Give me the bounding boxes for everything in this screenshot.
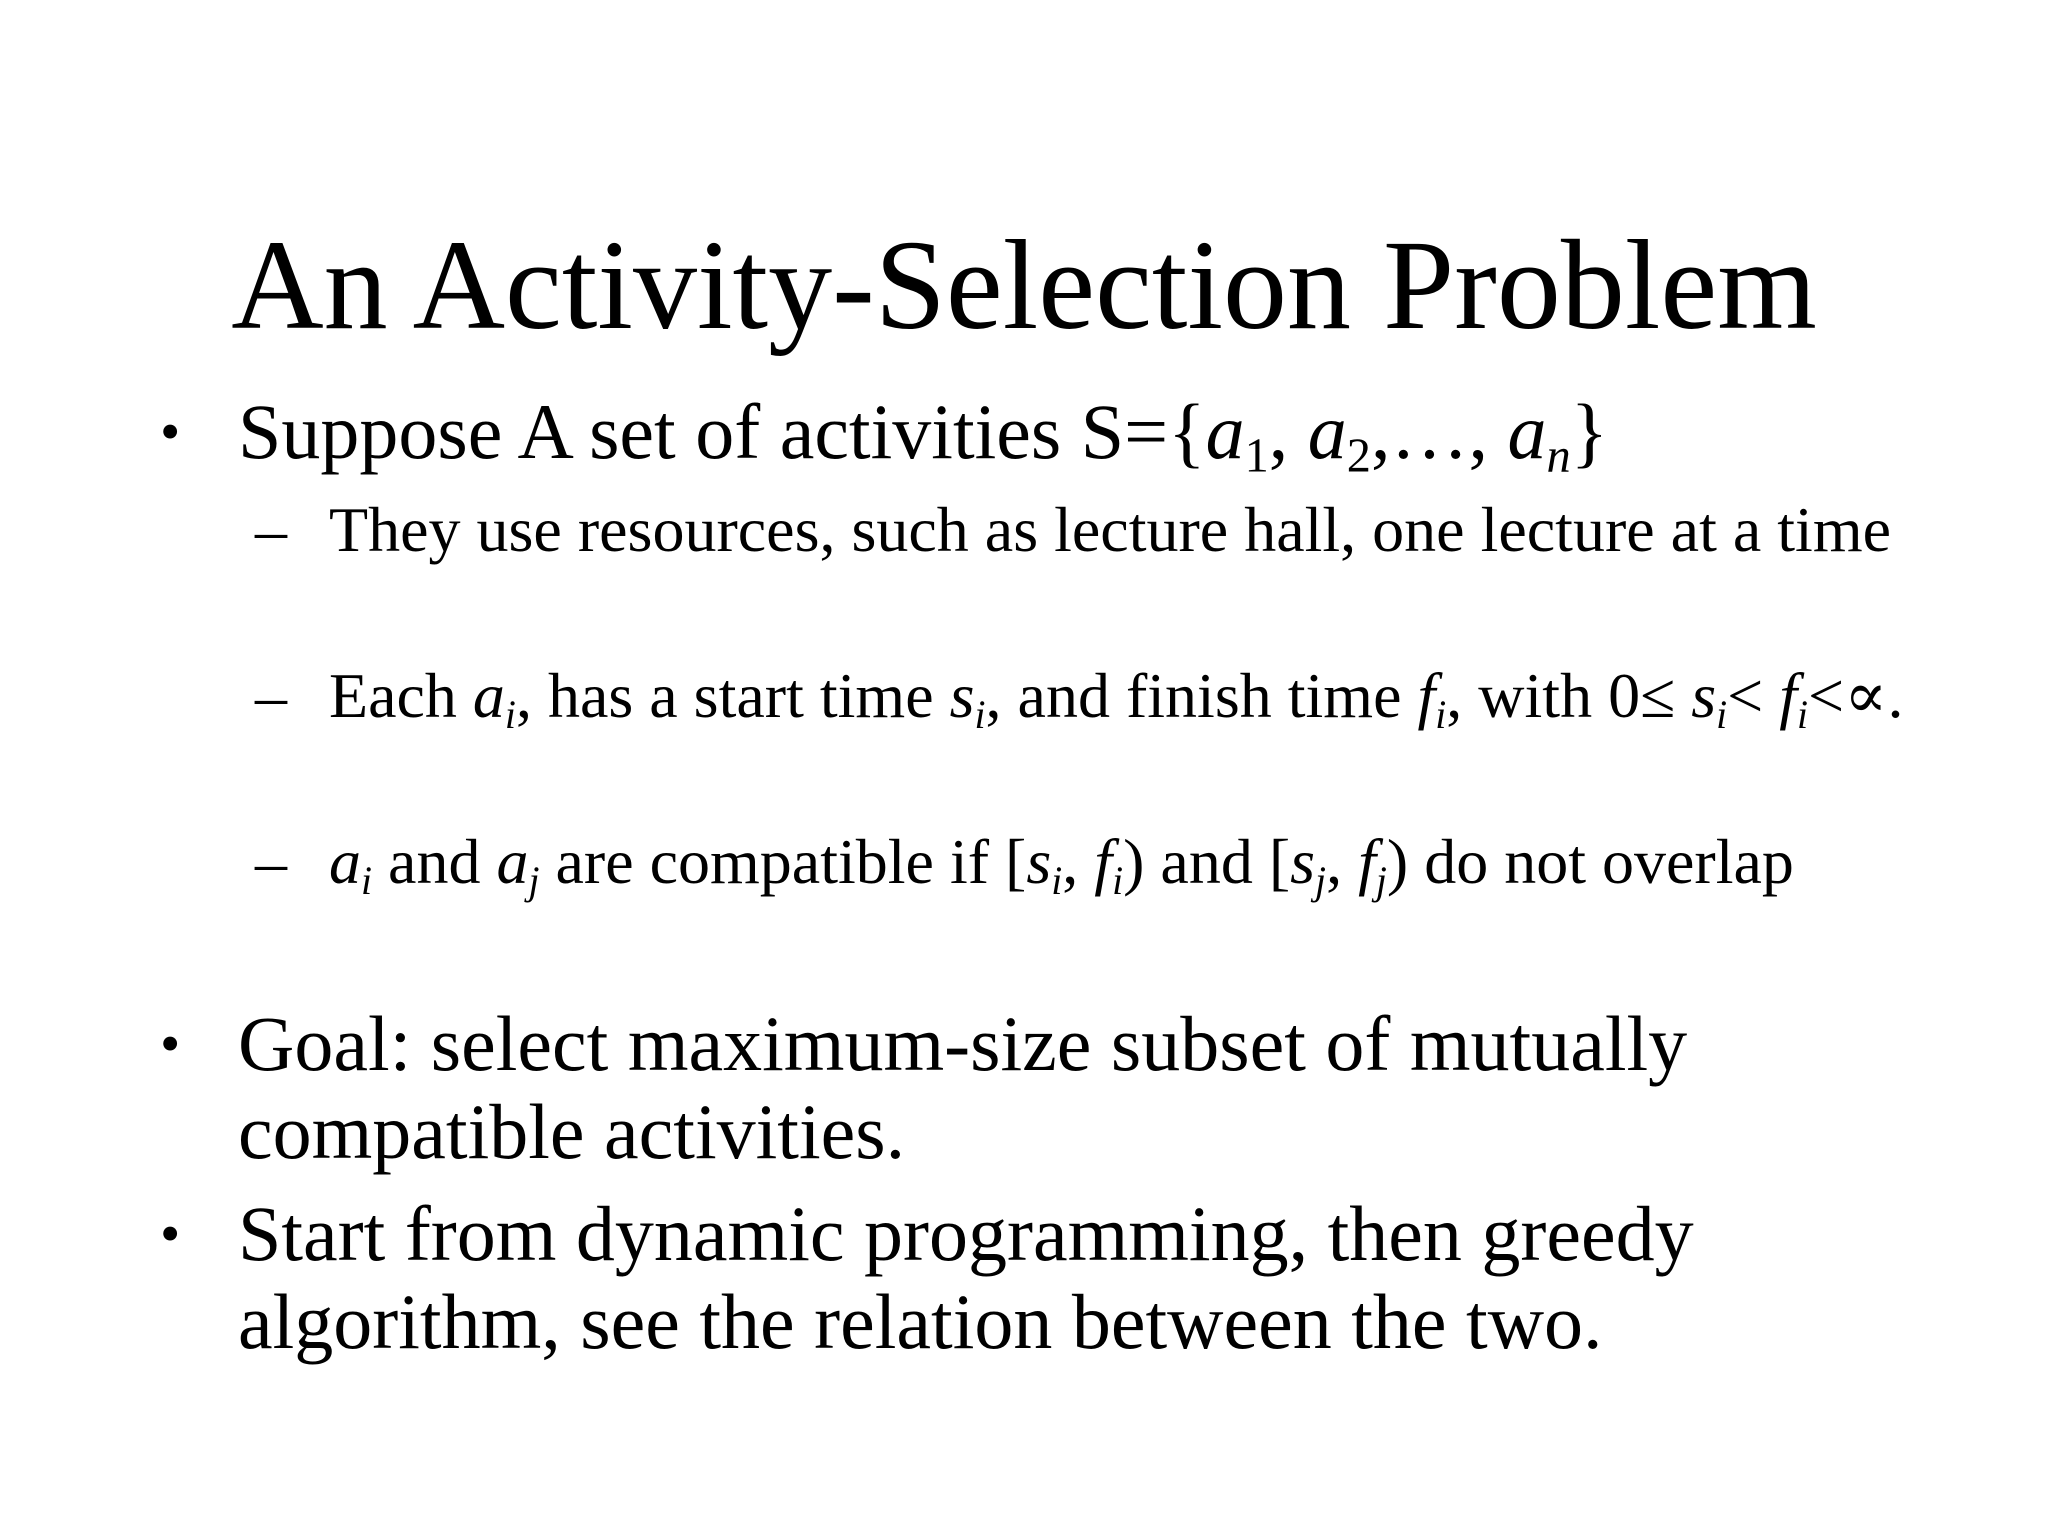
bullet-1-text: Suppose A set of activities $S=\{a_1$, $a_2,\dots$, $a_n$}: [238, 388, 1609, 483]
bullet-marker: •: [160, 1201, 181, 1266]
bullet-2-text: Goal: select maximum-size subset of mutually compatible activities.: [238, 1000, 1688, 1175]
bullet-3-text: Start from dynamic programming, then greedy algorithm, see the relation between the two.: [238, 1190, 1694, 1365]
bullet-marker: •: [160, 1011, 181, 1076]
bullet-marker: •: [160, 399, 181, 464]
sub-bullet-2-text: Each $a_i$, has a start time $s_i$, and finish time $f_i$, with $0\le s_i< f_i<\propto$.: [329, 660, 1904, 738]
slide-title: An Activity-Selection Problem: [231, 214, 1817, 356]
sub-bullet-1-text: They use resources, such as lecture hall, one lecture at a time: [329, 494, 1891, 565]
sub-bullet-marker: –: [255, 826, 287, 897]
sub-bullet-marker: –: [255, 494, 287, 565]
sub-bullet-3-text: $a_i$ and $a_j$ are compatible if [$s_i$, $f_i$) and [$s_j$, $f_j$) do not overlap: [329, 826, 1794, 904]
sub-bullet-marker: –: [255, 660, 287, 731]
